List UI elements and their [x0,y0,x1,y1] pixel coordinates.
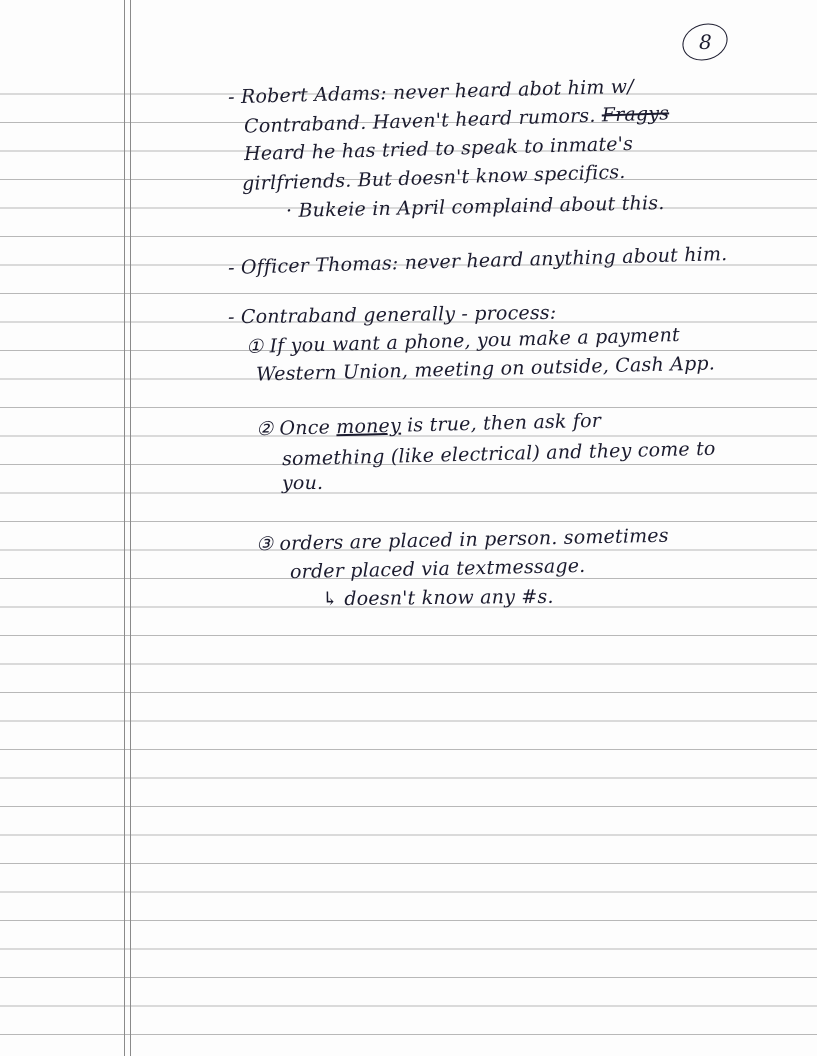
margin-line [124,0,125,1056]
struck-word: Fragys [601,102,670,127]
note-line: · Bukeie in April complaind about this. [285,192,665,222]
note-line: something (like electrical) and they come to [281,437,716,471]
note-text: ② Once [255,416,337,441]
page-number: 8 [698,30,712,55]
note-line: you. [282,472,324,494]
note-line: ↳ doesn't know any #s. [321,585,554,611]
note-line: - Robert Adams: never heard abot him w/ [227,75,635,109]
note-text: is true, then ask for [400,409,602,437]
note-line: - Contraband generally - process: [227,301,557,329]
note-text: Contraband. Haven't heard rumors. [243,104,596,138]
note-line: Western Union, meeting on outside, Cash App. [255,352,716,386]
margin-line [130,0,131,1056]
note-line: - Officer Thomas: never heard anything about him. [227,243,728,279]
note-line: Heard he has tried to speak to inmate's [243,132,634,166]
underlined-word: money [335,414,402,439]
page-number-circle [678,18,733,66]
note-line: order placed via textmessage. [289,554,586,584]
note-line: ③ orders are placed in person. sometimes [255,524,669,556]
note-line: ① If you want a phone, you make a payment [245,323,681,359]
note-line: girlfriends. But doesn't know specifics. [241,160,626,196]
